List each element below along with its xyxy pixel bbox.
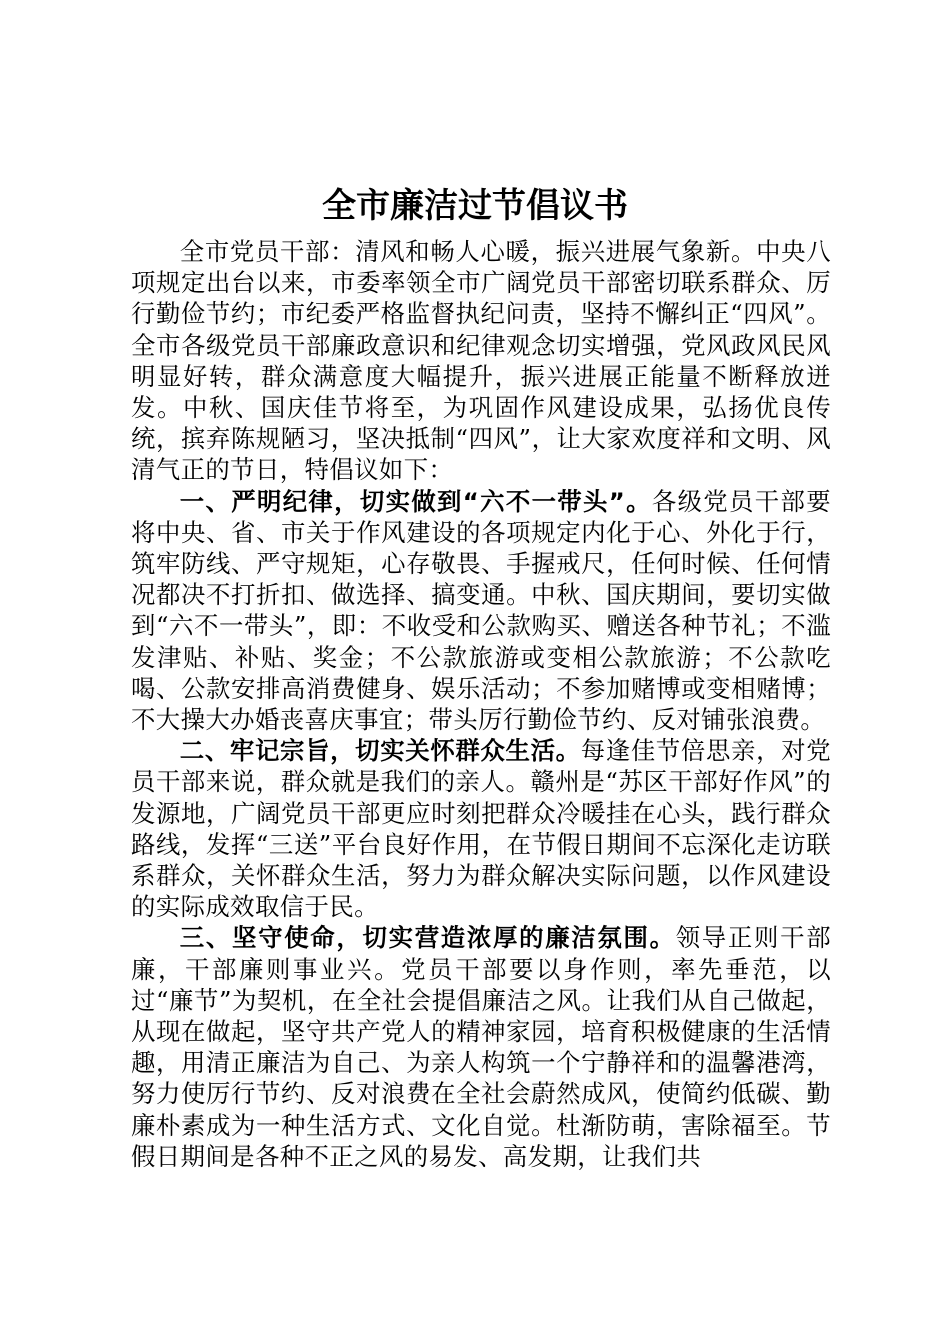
document-title: 全市廉洁过节倡议书 <box>322 186 628 226</box>
section-text-3: 领导正则干部廉，干部廉则事业兴。党员干部要以身作则，率先垂范，以过“廉节”为契机，在全社会提倡廉洁之风。让我们从自己做起，从现在做起，坚守共产党人的精神家园，培育积极健康的生活情趣，用清正廉洁为自己、为亲人构筑一个宁静祥和的温馨港湾，努力使厉行节约、反对浪费在全社会蔚然成风，使简约低碳、勤廉朴素成为一种生活方式、文化自觉。杜渐防萌，害除福至。节假日期间是各种不正之风的易发、高发期，让我们共 <box>131 923 831 1171</box>
document-body <box>131 236 831 1172</box>
section-text-1: 各级党员干部要将中央、省、市关于作风建设的各项规定内化于心、外化于行，筑牢防线、严守规矩，心存敬畏、手握戒尺，任何时候、任何情况都决不打折扣、做选择、搞变通。中秋、国庆期间，要切实做到“六不一带头”，即：不收受和公款购买、赠送各种节礼；不滥发津贴、补贴、奖金；不公款旅游或变相公款旅游；不公款吃喝、公款安排高消费健身、娱乐活动；不参加赌博或变相赌博；不大操大办婚丧喜庆事宜；带头厉行勤俭节约、反对铺张浪费。 <box>131 486 831 735</box>
section-text-2: 每逢佳节倍思亲，对党员干部来说，群众就是我们的亲人。赣州是“苏区干部好作风”的发源地，广阔党员干部更应时刻把群众冷暖挂在心头，践行群众路线，发挥“三送”平台良好作用，在节假日期间不忘深化走访联系群众，关怀群众生活，努力为群众解决实际问题，以作风建设的实际成效取信于民。 <box>131 736 831 922</box>
intro-paragraph: 全市党员干部：清风和畅人心暖，振兴进展气象新。中央八项规定出台以来，市委率领全市广阔党员干部密切联系群众、厉行勤俭节约；市纪委严格监督执纪问责，坚持不懈纠正“四风”。全市各级党员干部廉政意识和纪律观念切实增强，党风政风民风明显好转，群众满意度大幅提升，振兴进展正能量不断释放迸发。中秋、国庆佳节将至，为巩固作风建设成果，弘扬优良传统，摈弃陈规陋习，坚决抵制“四风”，让大家欢度祥和文明、风清气正的节日，特倡议如下： <box>131 237 831 485</box>
section-heading-1: 一、严明纪律，切实做到“六不一带头”。 <box>179 486 652 516</box>
section-paragraph-1 <box>131 486 831 736</box>
section-paragraph-3 <box>131 922 831 1172</box>
section-paragraph-2 <box>131 735 831 922</box>
section-heading-3: 三、坚守使命，切实营造浓厚的廉洁氛围。 <box>179 923 676 953</box>
section-heading-2: 二、牢记宗旨，切实关怀群众生活。 <box>179 736 581 766</box>
